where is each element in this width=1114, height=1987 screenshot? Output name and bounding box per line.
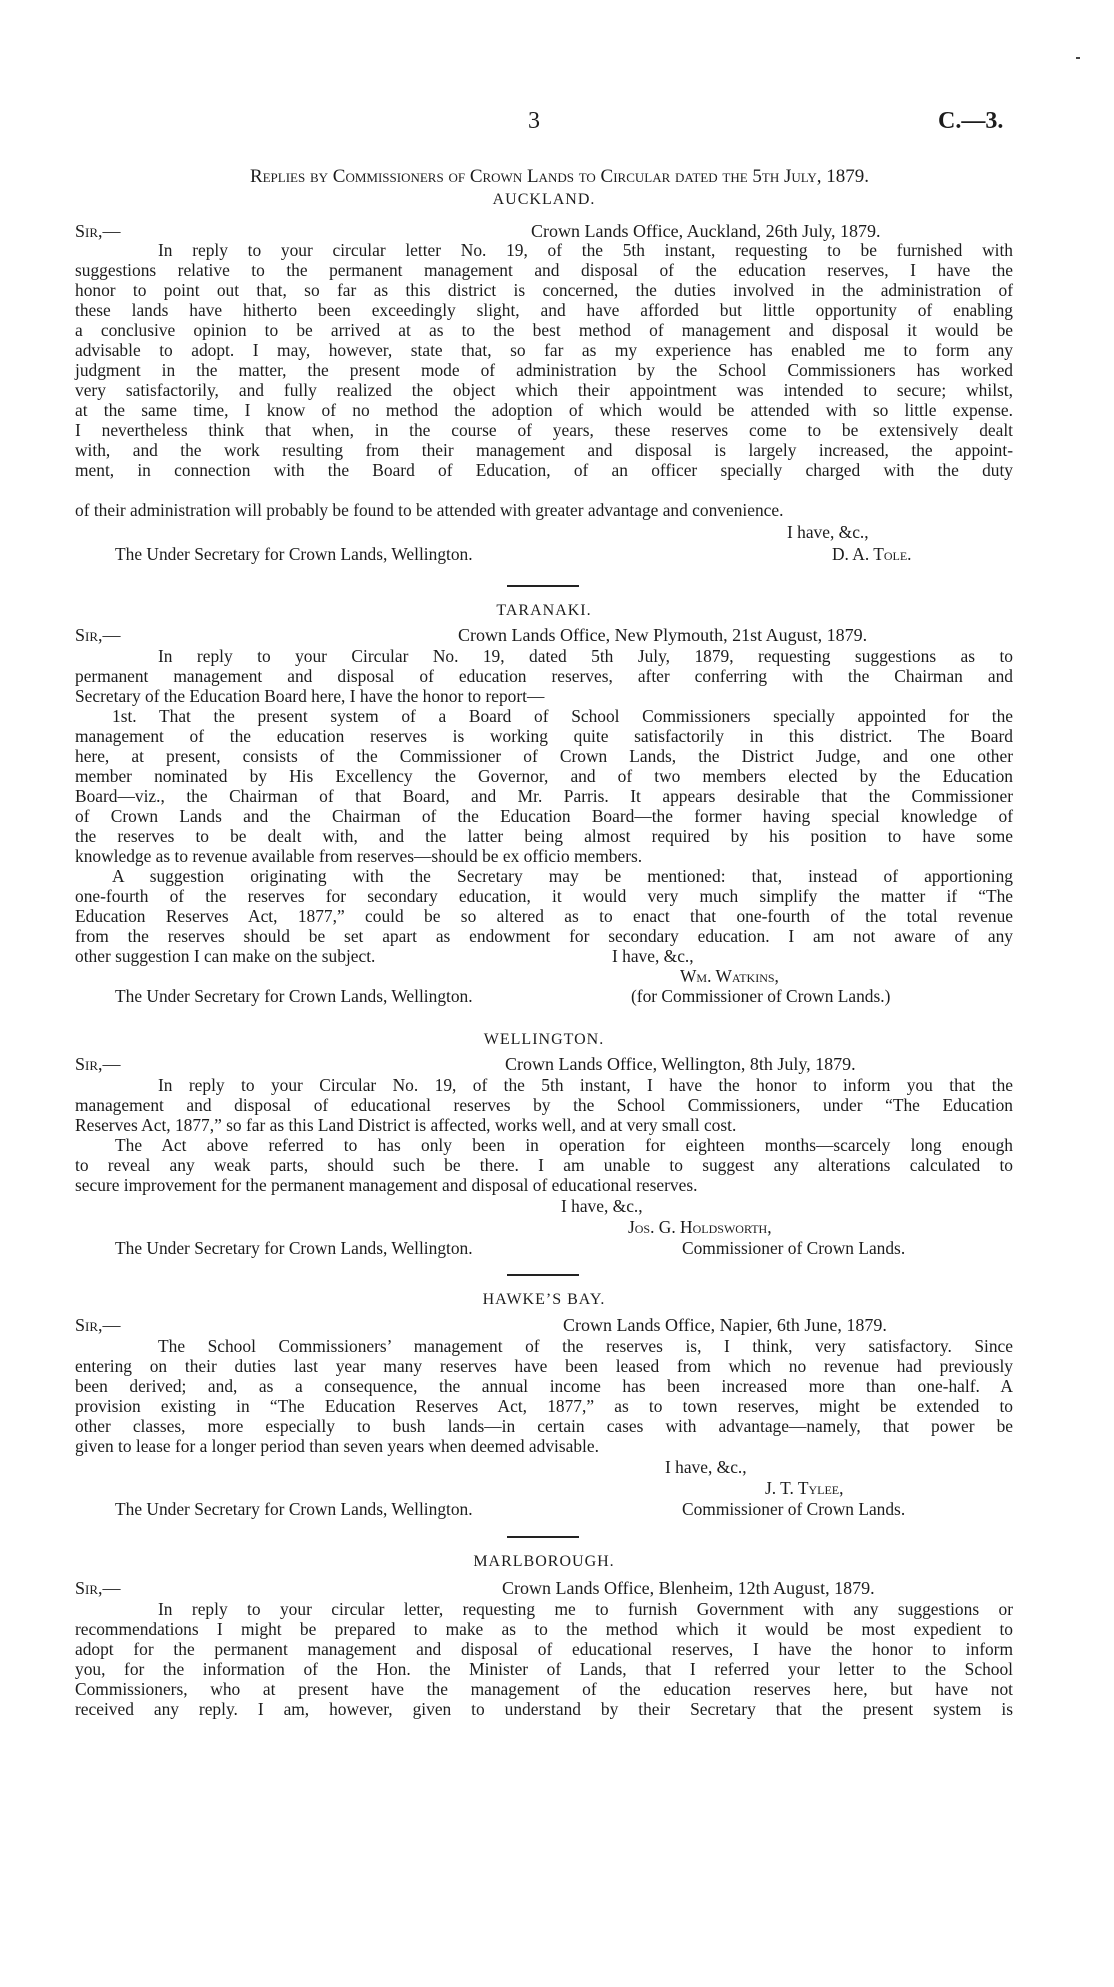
paragraph-line: In reply to your circular letter, requesting me to furnish Government with any suggestions or <box>158 1599 1013 1619</box>
dateline: Crown Lands Office, Blenheim, 12th August, 1879. <box>502 1578 875 1598</box>
paragraph-line: Education Reserves Act, 1877,” could be so altered as to enact that one-fourth of the total revenue <box>75 906 1013 926</box>
paragraph-line: knowledge as to revenue available from reserves—should be ex officio members. <box>75 846 643 866</box>
closing: I have, &c., <box>561 1196 643 1216</box>
section-heading-hawkes-bay: HAWKE’S BAY. <box>482 1291 606 1308</box>
paragraph-line: Board—viz., the Chairman of that Board, and Mr. Parris. It appears desirable that the Commissioner <box>75 786 1013 806</box>
salutation: Sir,— <box>75 1315 121 1335</box>
paragraph-line: been derived; and, as a consequence, the annual income has been increased more than one-half. A <box>75 1376 1013 1396</box>
paragraph-line: management and disposal of educational reserves by the School Commissioners, under “The Education <box>75 1095 1013 1115</box>
section-heading-wellington: WELLINGTON. <box>483 1031 605 1048</box>
paragraph-line: here, at present, consists of the Commissioner of Crown Lands, the District Judge, and one other <box>75 746 1013 766</box>
scan-mark <box>1076 57 1080 59</box>
paragraph-line: given to lease for a longer period than seven years when deemed advisable. <box>75 1436 599 1456</box>
addressee: The Under Secretary for Crown Lands, Wellington. <box>115 1499 473 1519</box>
dateline: Crown Lands Office, Napier, 6th June, 1879. <box>563 1315 887 1335</box>
document-series: C.—3. <box>938 108 1004 134</box>
addressee: The Under Secretary for Crown Lands, Wellington. <box>115 544 473 564</box>
dateline: Crown Lands Office, Wellington, 8th July, 1879. <box>505 1054 856 1074</box>
salutation: Sir,— <box>75 1578 121 1598</box>
paragraph-line: other suggestion I can make on the subject. <box>75 946 376 966</box>
dateline: Crown Lands Office, New Plymouth, 21st August, 1879. <box>458 625 868 645</box>
paragraph-line: the reserves to be dealt with, and the latter being almost required by his position to have some <box>75 826 1013 846</box>
paragraph-line: secure improvement for the permanent management and disposal of educational reserves. <box>75 1175 698 1195</box>
paragraph-line: I nevertheless think that when, in the course of years, these reserves come to be extensively dealt <box>75 420 1013 440</box>
paragraph-line: Reserves Act, 1877,” so far as this Land District is affected, works well, and at very small cost. <box>75 1115 737 1135</box>
paragraph-line: In reply to your circular letter No. 19, of the 5th instant, requesting to be furnished with <box>158 240 1013 260</box>
addressee: The Under Secretary for Crown Lands, Wellington. <box>115 1238 473 1258</box>
paragraph-line: judgment in the matter, the present mode of administration by the School Commissioners has worked <box>75 360 1013 380</box>
paragraph-line: 1st. That the present system of a Board of School Commissioners specially appointed for the <box>112 706 1013 726</box>
paragraph-line: The Act above referred to has only been in operation for eighteen months—scarcely long enough <box>115 1135 1013 1155</box>
section-heading-marlborough: MARLBOROUGH. <box>473 1553 615 1570</box>
paragraph-line: from the reserves should be set apart as endowment for secondary education. I am not aware of any <box>75 926 1013 946</box>
salutation: Sir,— <box>75 221 121 241</box>
paragraph-line: these lands have hitherto been exceedingly slight, and have afforded but little opportunity of enabling <box>75 300 1013 320</box>
signature: Jos. G. Holdsworth, <box>628 1217 772 1237</box>
closing: I have, &c., <box>612 946 694 966</box>
signature: Wm. Watkins, <box>680 966 779 986</box>
page-title: Replies by Commissioners of Crown Lands to Circular dated the 5th July, 1879. <box>249 166 870 187</box>
paragraph-line: recommendations I might be prepared to make as to the method which it would be most expedient to <box>75 1619 1013 1639</box>
paragraph-line: entering on their duties last year many reserves have been leased from which no revenue had previously <box>75 1356 1013 1376</box>
paragraph-line: ment, in connection with the Board of Education, of an officer specially charged with the duty <box>75 460 1013 480</box>
paragraph-line: member nominated by His Excellency the Governor, and of two members elected by the Education <box>75 766 1013 786</box>
section-divider <box>507 1536 579 1538</box>
paragraph-line: to reveal any weak parts, should such be there. I am unable to suggest any alterations calculated to <box>75 1155 1013 1175</box>
salutation: Sir,— <box>75 625 121 645</box>
dateline: Crown Lands Office, Auckland, 26th July, 1879. <box>531 221 881 241</box>
paragraph-line: In reply to your Circular No. 19, of the 5th instant, I have the honor to inform you that the <box>158 1075 1013 1095</box>
paragraph-line: advisable to adopt. I may, however, state that, so far as my experience has enabled me to form any <box>75 340 1013 360</box>
paragraph-line: very satisfactorily, and fully realized the object which their appointment was intended to secure; whilst, <box>75 380 1013 400</box>
paragraph-line: received any reply. I am, however, given to understand by their Secretary that the present system is <box>75 1699 1013 1719</box>
closing: I have, &c., <box>665 1457 747 1477</box>
paragraph-line: Commissioners, who at present have the management of the education reserves here, but have not <box>75 1679 1013 1699</box>
paragraph-line: A suggestion originating with the Secretary may be mentioned: that, instead of apportioning <box>112 866 1013 886</box>
paragraph-line: a conclusive opinion to be arrived at as to the best method of management and disposal it would be <box>75 320 1013 340</box>
salutation: Sir,— <box>75 1054 121 1074</box>
paragraph-line: permanent management and disposal of education reserves, after conferring with the Chairman and <box>75 666 1013 686</box>
addressee: The Under Secretary for Crown Lands, Wellington. <box>115 986 473 1006</box>
signature: D. A. Tole. <box>832 544 912 564</box>
paragraph-line: of their administration will probably be found to be attended with greater advantage and convenience. <box>75 500 784 520</box>
paragraph-line: you, for the information of the Hon. the Minister of Lands, that I referred your letter to the School <box>75 1659 1013 1679</box>
paragraph-line: Secretary of the Education Board here, I have the honor to report— <box>75 686 545 706</box>
paragraph-line: one-fourth of the reserves for secondary education, it would very much simplify the matter if “The <box>75 886 1013 906</box>
paragraph-line: The School Commissioners’ management of the reserves is, I think, very satisfactory. Since <box>158 1336 1013 1356</box>
paragraph-line: of Crown Lands and the Chairman of the Education Board—the former having special knowledge of <box>75 806 1013 826</box>
paragraph-line: at the same time, I know of no method the adoption of which would be attended with so little expense. <box>75 400 1013 420</box>
section-heading-taranaki: TARANAKI. <box>496 602 592 619</box>
paragraph-line: management of the education reserves is working quite satisfactorily in this district. The Board <box>75 726 1013 746</box>
paragraph-line: In reply to your Circular No. 19, dated 5th July, 1879, requesting suggestions as to <box>158 646 1013 666</box>
signature-title: Commissioner of Crown Lands. <box>682 1499 906 1519</box>
page-number: 3 <box>528 108 540 134</box>
paragraph-line: with, and the work resulting from their management and disposal is largely increased, the appoint- <box>75 440 1013 460</box>
section-divider <box>507 1274 579 1276</box>
closing: I have, &c., <box>787 522 869 542</box>
signature: J. T. Tylee, <box>765 1478 844 1498</box>
section-heading-auckland: AUCKLAND. <box>492 191 596 208</box>
signature-title: Commissioner of Crown Lands. <box>682 1238 906 1258</box>
section-divider <box>507 585 579 587</box>
paragraph-line: other classes, more especially to bush lands—in certain cases with advantage—namely, that power be <box>75 1416 1013 1436</box>
paragraph-line: adopt for the permanent management and disposal of educational reserves, I have the honor to inform <box>75 1639 1013 1659</box>
signature-title: (for Commissioner of Crown Lands.) <box>631 986 891 1006</box>
paragraph-line: suggestions relative to the permanent management and disposal of the education reserves, I have the <box>75 260 1013 280</box>
paragraph-line: provision existing in “The Education Reserves Act, 1877,” as to town reserves, might be extended to <box>75 1396 1013 1416</box>
paragraph-line: honor to point out that, so far as this district is concerned, the duties involved in the administration of <box>75 280 1013 300</box>
